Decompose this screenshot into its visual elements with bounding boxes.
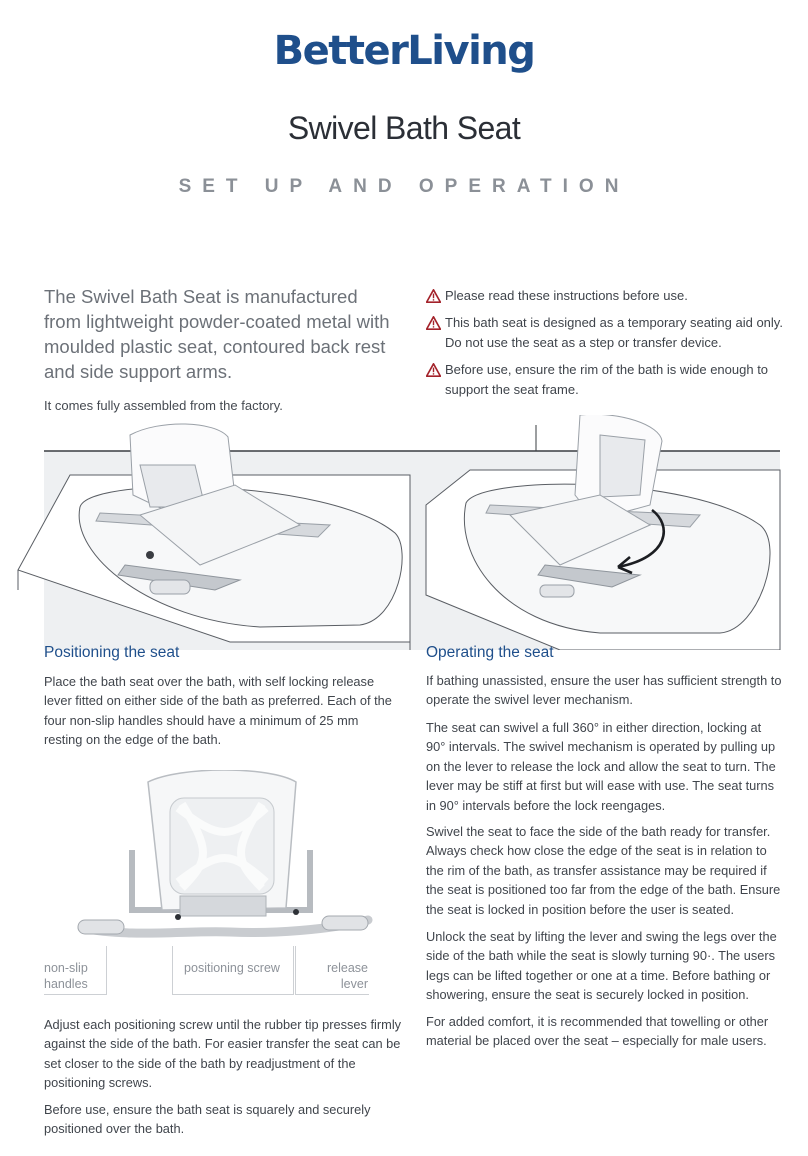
warning-text: This bath seat is designed as a temporary seating aid only. Do not use the seat as a step or transfer device. xyxy=(445,315,783,350)
intro-lead: The Swivel Bath Seat is manufactured from lightweight powder-coated metal with moulded plastic seat, contoured back rest and side support arms. xyxy=(44,286,390,382)
brand-logo: BetterLiving xyxy=(273,28,535,74)
operating-paragraph: The seat can swivel a full 360° in either direction, locking at 90° intervals. The swivel mechanism is operated by pulling up on the lever to release the lock and allow the seat to turn. The lever may be stiff at first but will ease with use. The seat turns in 90° intervals before the lock reengages. xyxy=(426,720,776,813)
positioning-paragraph: Before use, ensure the bath seat is squarely and securely positioned over the bath. xyxy=(44,1102,371,1137)
screw-label: positioning screw xyxy=(184,961,280,975)
page-title: Swivel Bath Seat xyxy=(287,110,521,146)
warning-icon xyxy=(426,289,441,303)
bath-illustrations xyxy=(0,415,808,650)
warning-item xyxy=(426,286,786,306)
handles-label: non-slip handles xyxy=(44,961,88,991)
warning-item xyxy=(426,313,786,353)
positioning-paragraph: Adjust each positioning screw until the rubber tip presses firmly against the side of the bath. For easier transfer the seat can be set closer to the side of the bath by readjustment of the positioning screws. xyxy=(44,1017,402,1091)
intro-note: It comes fully assembled from the factory. xyxy=(44,398,283,413)
warning-text: Before use, ensure the rim of the bath is wide enough to support the seat frame. xyxy=(445,362,769,397)
operating-paragraph: Unlock the seat by lifting the lever and swing the legs over the side of the bath while the seat is slowly turning 90·. The users legs can be lifted together or one at a time. Before bathing or showering, ensure the seat is securely locked in position. xyxy=(426,929,777,1003)
positioning-paragraph: Place the bath seat over the bath, with self locking release lever fitted on either side of the bath as preferred. Each of the four non-slip handles should have a minimum of 25 mm resting on the edge of the bath. xyxy=(44,674,392,748)
warning-text: Please read these instructions before use. xyxy=(445,288,688,303)
operating-paragraph: If bathing unassisted, ensure the user has sufficient strength to operate the swivel lever mechanism. xyxy=(426,673,782,708)
page-subtitle: SET UP AND OPERATION xyxy=(178,176,630,197)
warning-item xyxy=(426,360,786,400)
lever-label: release lever xyxy=(327,961,368,991)
positioning-heading: Positioning the seat xyxy=(44,644,180,661)
operating-paragraph: For added comfort, it is recommended that towelling or other material be placed over the seat – especially for male users. xyxy=(426,1014,769,1049)
seat-front-illustration xyxy=(70,770,380,950)
operating-paragraph: Swivel the seat to face the side of the bath ready for transfer. Always check how close the edge of the seat is in relation to the rim of the bath, as transfer assistance may be required if the seat is positioned too far from the edge of the bath. Ensure the seat is locked in position before the user is seated. xyxy=(426,824,781,917)
warning-icon xyxy=(426,363,441,377)
warning-icon xyxy=(426,316,441,330)
operating-heading: Operating the seat xyxy=(426,644,554,661)
